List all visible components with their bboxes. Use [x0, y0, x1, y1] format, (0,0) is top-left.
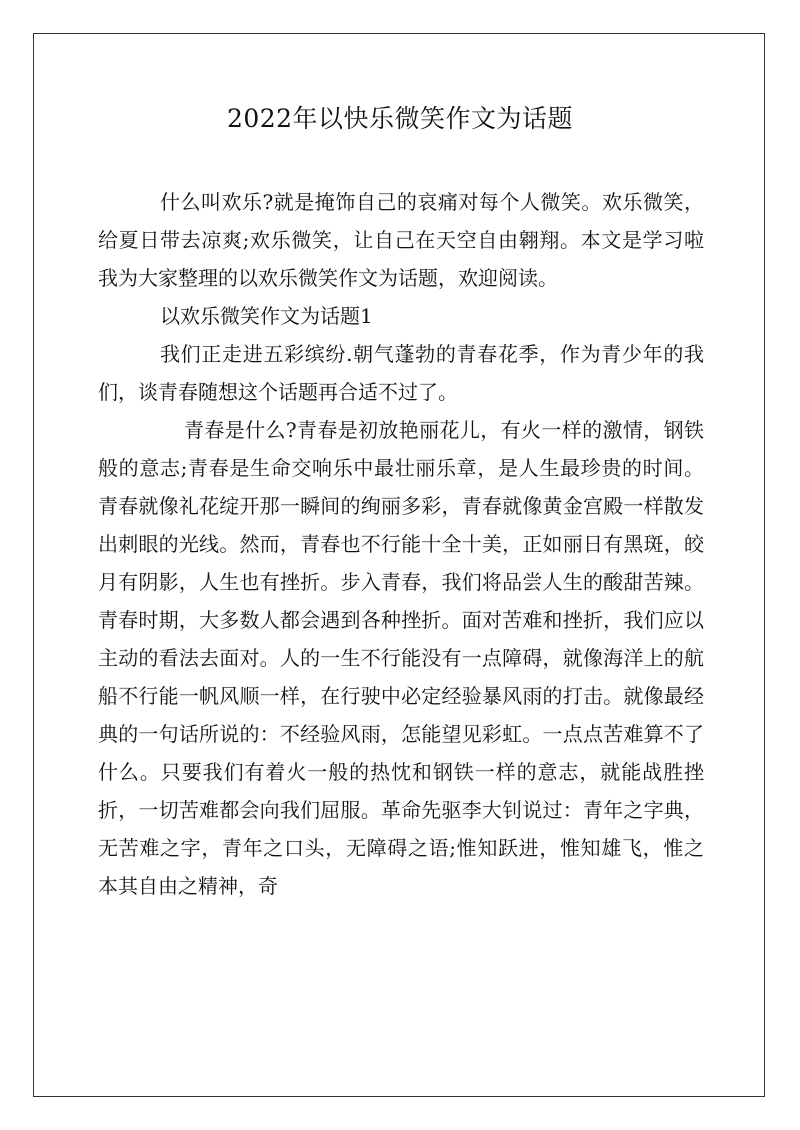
- body-paragraph: 青春是什么?青春是初放艳丽花儿，有火一样的激情，钢铁般的意志;青春是生命交响乐中最壮丽乐章，是人生最珍贵的时间。青春就像礼花绽开那一瞬间的绚丽多彩，青春就像黄金宫殿一样散发出刺眼的光线。然而，青春也不行能十全十美，正如丽日有黑斑，皎月有阴影，人生也有挫折。步入青春，我们将品尝人生的酸甜苦辣。青春时期，大多数人都会遇到各种挫折。面对苦难和挫折，我们应以主动的看法去面对。人的一生不行能没有一点障碍，就像海洋上的航船不行能一帆风顺一样，在行驶中必定经验暴风雨的打击。就像最经典的一句话所说的：不经验风雨，怎能望见彩虹。一点点苦难算不了什么。只要我们有着火一般的热忱和钢铁一样的意志，就能战胜挫折，一切苦难都会向我们屈服。革命先驱李大钊说过：青年之字典，无苦难之字，青年之口头，无障碍之语;惟知跃进，惟知雄飞，惟之本其自由之精神，奇: [98, 418, 704, 898]
- document-body: [98, 183, 704, 905]
- document-title: 2022年以快乐微笑作文为话题: [226, 104, 574, 133]
- section-heading: 以欢乐微笑作文为话题1: [160, 304, 373, 328]
- body-paragraph: 我们正走进五彩缤纷.朝气蓬勃的青春花季，作为青少年的我们，谈青春随想这个话题再合适不过了。: [98, 342, 704, 404]
- intro-paragraph: 什么叫欢乐?就是掩饰自己的哀痛对每个人微笑。欢乐微笑，给夏日带去凉爽;欢乐微笑，让自己在天空自由翱翔。本文是学习啦我为大家整理的以欢乐微笑作文为话题，欢迎阅读。: [98, 190, 704, 290]
